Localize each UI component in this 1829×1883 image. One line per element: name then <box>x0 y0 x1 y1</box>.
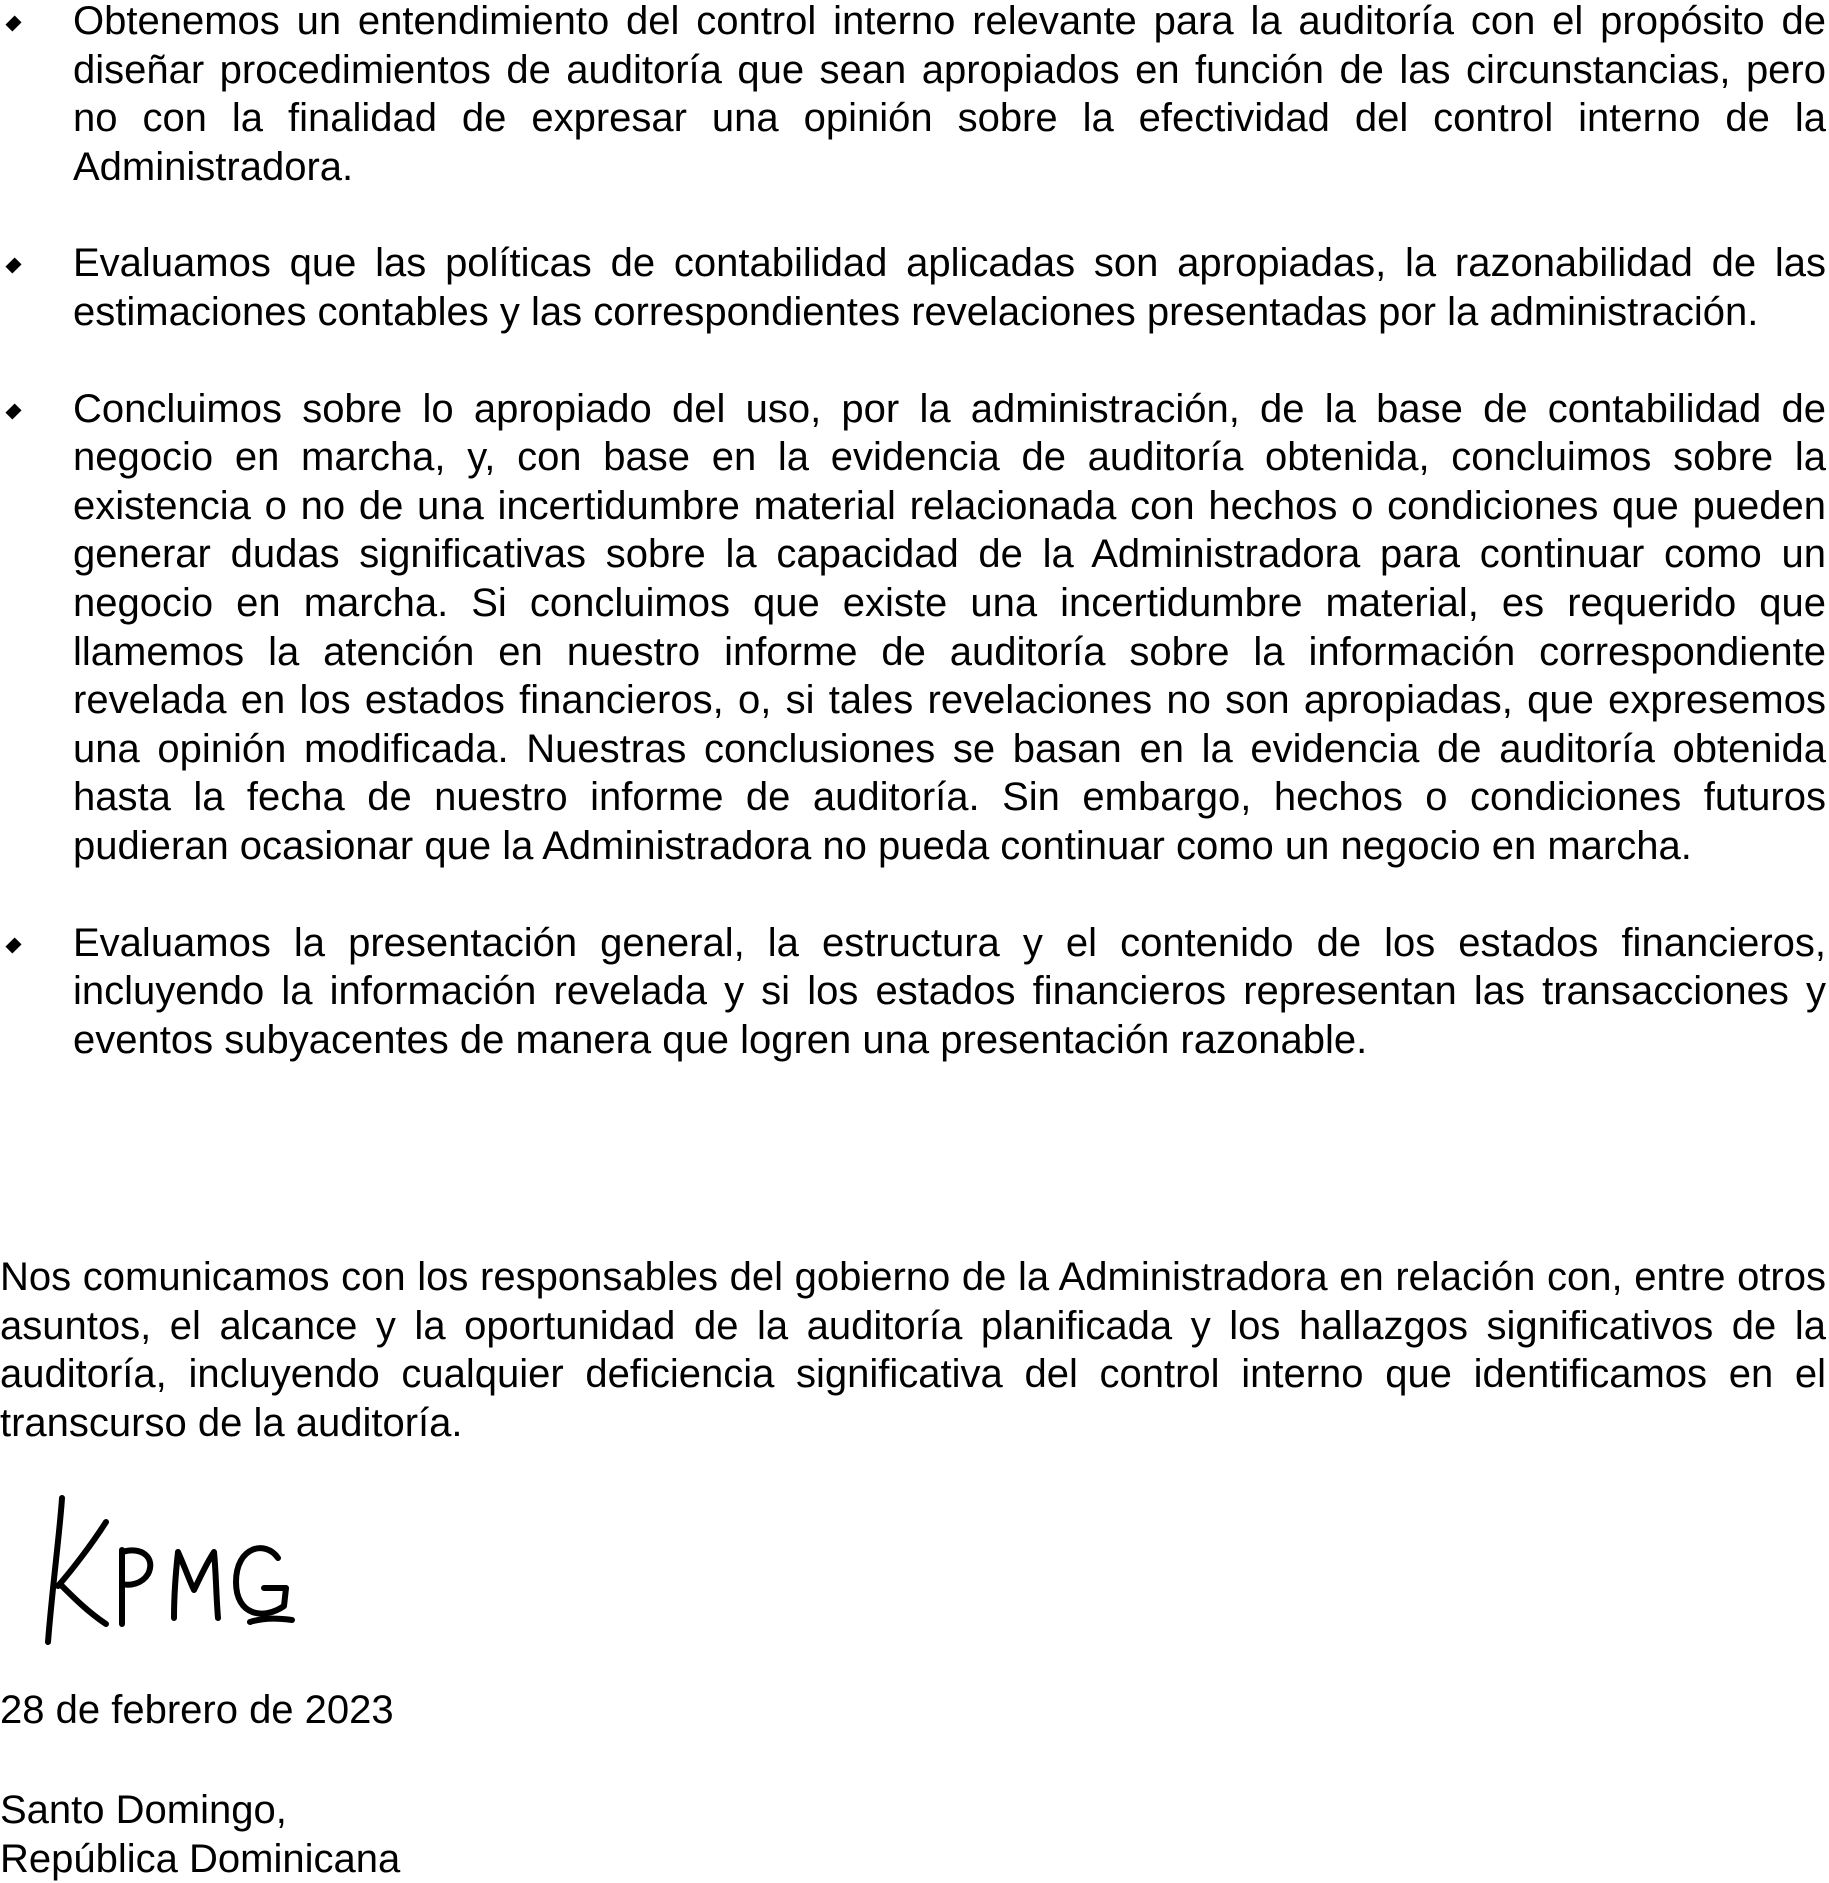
bullet-item <box>0 0 1829 191</box>
place-country: República Dominicana <box>0 1836 401 1881</box>
diamond-bullet-icon <box>5 403 21 419</box>
bullet-text: Obtenemos un entendimiento del control interno relevante para la auditoría con el propósito de diseñar procedimientos de auditoría que sean apropiados en función de las circunstancias, pero no con la finalidad de expresar una opinión sobre la efectividad del control interno de la Administradora. <box>73 0 1826 189</box>
bullet-text: Concluimos sobre lo apropiado del uso, por la administración, de la base de contabilidad de negocio en marcha, y, con base en la evidencia de auditoría obtenida, concluimos sobre la existencia o no de una incertidumbre material relacionada con hechos o condiciones que pueden generar dudas significativas sobre la capacidad de la Administradora para continuar como un negocio en marcha. Si concluimos que existe una incertidumbre material, es requerido que llamemos la atención en nuestro informe de auditoría sobre la información correspondiente revelada en los estados financieros, o, si tales revelaciones no son apropiadas, que expresemos una opinión modificada. Nuestras conclusiones se basan en la evidencia de auditoría obtenida hasta la fecha de nuestro informe de auditoría. Sin embargo, hechos o condiciones futuros pudieran ocasionar que la Administradora no pueda continuar como un negocio en marcha. <box>73 386 1826 868</box>
bullet-text: Evaluamos que las políticas de contabilidad aplicadas son apropiadas, la razonabilidad de las estimaciones contables y las correspondientes revelaciones presentadas por la administración. <box>73 241 1826 334</box>
kpmg-signature <box>38 1490 338 1650</box>
diamond-bullet-icon <box>5 937 21 953</box>
diamond-bullet-icon <box>5 15 21 31</box>
bullet-item <box>0 239 1829 336</box>
bullet-item <box>0 385 1829 871</box>
place <box>0 1786 400 1883</box>
closing-paragraph: Nos comunicamos con los responsables del gobierno de la Administradora en relación con, entre otros asuntos, el alcance y la oportunidad de la auditoría planificada y los hallazgos significativos de la auditoría, incluyendo cualquier deficiencia significativa del control interno que identificamos en el transcurso de la auditoría. <box>0 1255 1826 1445</box>
place-city: Santo Domingo, <box>0 1788 287 1832</box>
diamond-bullet-icon <box>5 258 21 274</box>
bullet-item <box>0 919 1829 1065</box>
bullet-text: Evaluamos la presentación general, la estructura y el contenido de los estados financieros, incluyendo la información revelada y si los estados financieros representan las transacciones y eventos subyacentes de manera que logren una presentación razonable. <box>73 920 1826 1062</box>
date: 28 de febrero de 2023 <box>0 1688 394 1732</box>
